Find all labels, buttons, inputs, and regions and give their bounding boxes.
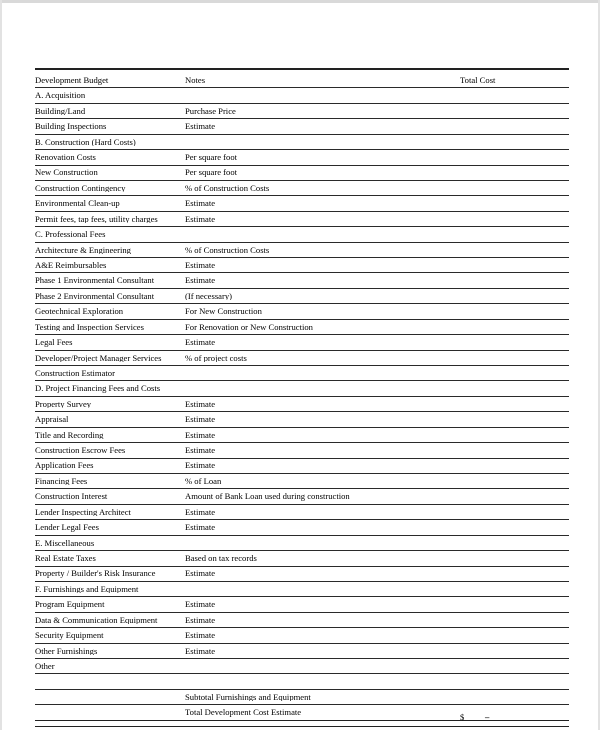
- row-item: New Construction: [35, 168, 98, 178]
- table-row: [35, 597, 569, 612]
- header-item: Development Budget: [35, 75, 109, 85]
- row-item: Property Survey: [35, 399, 92, 409]
- row-item: A. Acquisition: [35, 91, 86, 100]
- table-row: [35, 273, 569, 288]
- row-item: Data & Communication Equipment: [35, 615, 158, 625]
- row-note: Estimate: [185, 399, 216, 409]
- row-item: Construction Estimator: [35, 368, 115, 378]
- total-row: [35, 705, 569, 720]
- row-note: Estimate: [185, 523, 216, 532]
- table-row: [35, 351, 569, 366]
- table-row: [35, 443, 569, 458]
- row-item: Building Inspections: [35, 122, 107, 131]
- row-note: Per square foot: [185, 153, 238, 162]
- page-edge-left: [0, 0, 2, 730]
- total-value: –: [485, 711, 490, 722]
- table-row: [35, 474, 569, 489]
- row-item: Financing Fees: [35, 476, 88, 486]
- row-item: Program Equipment: [35, 600, 105, 609]
- row-note: Estimate: [185, 569, 216, 578]
- row-item: Renovation Costs: [35, 153, 96, 162]
- table-row: [35, 243, 569, 258]
- row-item: Phase 2 Environmental Consultant: [35, 291, 155, 301]
- row-note: % of project costs: [185, 353, 247, 363]
- total-label: Total Development Cost Estimate: [185, 708, 302, 717]
- row-item: Architecture & Engineering: [35, 245, 131, 255]
- row-item: Developer/Project Manager Services: [35, 353, 162, 363]
- table-header: [35, 73, 569, 88]
- row-note: Estimate: [185, 122, 216, 131]
- row-item: Lender Legal Fees: [35, 523, 99, 532]
- table-row: [35, 659, 569, 674]
- row-note: Estimate: [185, 615, 216, 625]
- table-row: [35, 674, 569, 689]
- row-item: Environmental Clean-up: [35, 199, 120, 208]
- row-note: Estimate: [185, 631, 216, 640]
- table-row: [35, 150, 569, 165]
- row-item: D. Project Financing Fees and Costs: [35, 384, 161, 393]
- row-item: Other Furnishings: [35, 646, 98, 656]
- table-row: [35, 289, 569, 304]
- budget-table: [35, 68, 569, 727]
- table-row: [35, 505, 569, 520]
- row-note: Estimate: [185, 507, 216, 517]
- table-row: [35, 644, 569, 659]
- table-row: [35, 88, 569, 103]
- row-item: B. Construction (Hard Costs): [35, 137, 136, 147]
- table-row: [35, 135, 569, 150]
- row-item: Phase 1 Environmental Consultant: [35, 276, 155, 285]
- row-note: Estimate: [185, 260, 216, 270]
- bottom-rule: [35, 726, 569, 728]
- header-notes: Notes: [185, 75, 206, 85]
- row-note: Estimate: [185, 446, 216, 455]
- table-row: [35, 304, 569, 319]
- row-item: Title and Recording: [35, 430, 104, 440]
- table-row: [35, 397, 569, 412]
- table-row: [35, 690, 569, 705]
- row-item: Application Fees: [35, 461, 94, 471]
- row-note: Estimate: [185, 600, 216, 609]
- row-note: Purchase Price: [185, 106, 236, 116]
- row-note: Based on tax records: [185, 553, 257, 563]
- row-item: Appraisal: [35, 415, 69, 424]
- table-row: [35, 567, 569, 582]
- table-row: [35, 489, 569, 504]
- row-item: F. Furnishings and Equipment: [35, 584, 139, 594]
- row-item: Property / Builder's Risk Insurance: [35, 569, 156, 578]
- row-item: Security Equipment: [35, 631, 104, 640]
- table-row: [35, 258, 569, 273]
- top-rule: [35, 68, 569, 70]
- row-item: Lender Inspecting Architect: [35, 507, 131, 517]
- table-row: [35, 412, 569, 427]
- row-note: Estimate: [185, 461, 216, 471]
- table-row: [35, 366, 569, 381]
- row-note: For New Construction: [185, 307, 262, 316]
- row-item: Other: [35, 661, 55, 671]
- table-row: [35, 335, 569, 350]
- table-row: [35, 320, 569, 335]
- row-note: % of Loan: [185, 476, 222, 486]
- row-item: Geotechnical Exploration: [35, 307, 124, 316]
- table-row: [35, 181, 569, 196]
- table-row: [35, 520, 569, 535]
- row-item: Construction Contingency: [35, 183, 126, 193]
- row-item: C. Professional Fees: [35, 230, 106, 239]
- table-body: [35, 88, 569, 705]
- table-row: [35, 166, 569, 181]
- row-item: Permit fees, tap fees, utility charges: [35, 214, 158, 224]
- table-row: [35, 381, 569, 396]
- row-note: Per square foot: [185, 168, 238, 178]
- table-row: [35, 428, 569, 443]
- table-row: [35, 104, 569, 119]
- page-edge-top: [0, 0, 600, 3]
- row-note: Estimate: [185, 276, 216, 285]
- table-row: [35, 227, 569, 242]
- row-note: Estimate: [185, 415, 216, 424]
- row-note: Subtotal Furnishings and Equipment: [185, 692, 311, 702]
- table-row: [35, 459, 569, 474]
- row-item: Building/Land: [35, 106, 86, 116]
- table-row: [35, 536, 569, 551]
- row-item: Real Estate Taxes: [35, 553, 96, 563]
- row-note: (If necessary): [185, 291, 232, 301]
- row-item: Legal Fees: [35, 338, 73, 347]
- row-item: Testing and Inspection Services: [35, 322, 144, 332]
- row-note: % of Construction Costs: [185, 183, 270, 193]
- row-note: Estimate: [185, 199, 216, 208]
- table-row: [35, 582, 569, 597]
- row-item: E. Miscellaneous: [35, 538, 95, 548]
- table-row: [35, 212, 569, 227]
- total-currency: $: [460, 711, 465, 722]
- table-row: [35, 628, 569, 643]
- row-note: Estimate: [185, 646, 216, 656]
- header-total-cost: Total Cost: [460, 74, 496, 85]
- row-item: A&E Reimbursables: [35, 260, 107, 270]
- table-row: [35, 119, 569, 134]
- row-note: Estimate: [185, 214, 216, 224]
- table-row: [35, 551, 569, 566]
- row-note: For Renovation or New Construction: [185, 322, 313, 332]
- row-note: Amount of Bank Loan used during construction: [185, 492, 350, 501]
- row-item: Construction Escrow Fees: [35, 446, 126, 455]
- table-row: [35, 196, 569, 211]
- row-item: Construction Interest: [35, 492, 108, 501]
- row-note: Estimate: [185, 338, 216, 347]
- row-note: % of Construction Costs: [185, 245, 270, 255]
- table-row: [35, 613, 569, 628]
- row-note: Estimate: [185, 430, 216, 440]
